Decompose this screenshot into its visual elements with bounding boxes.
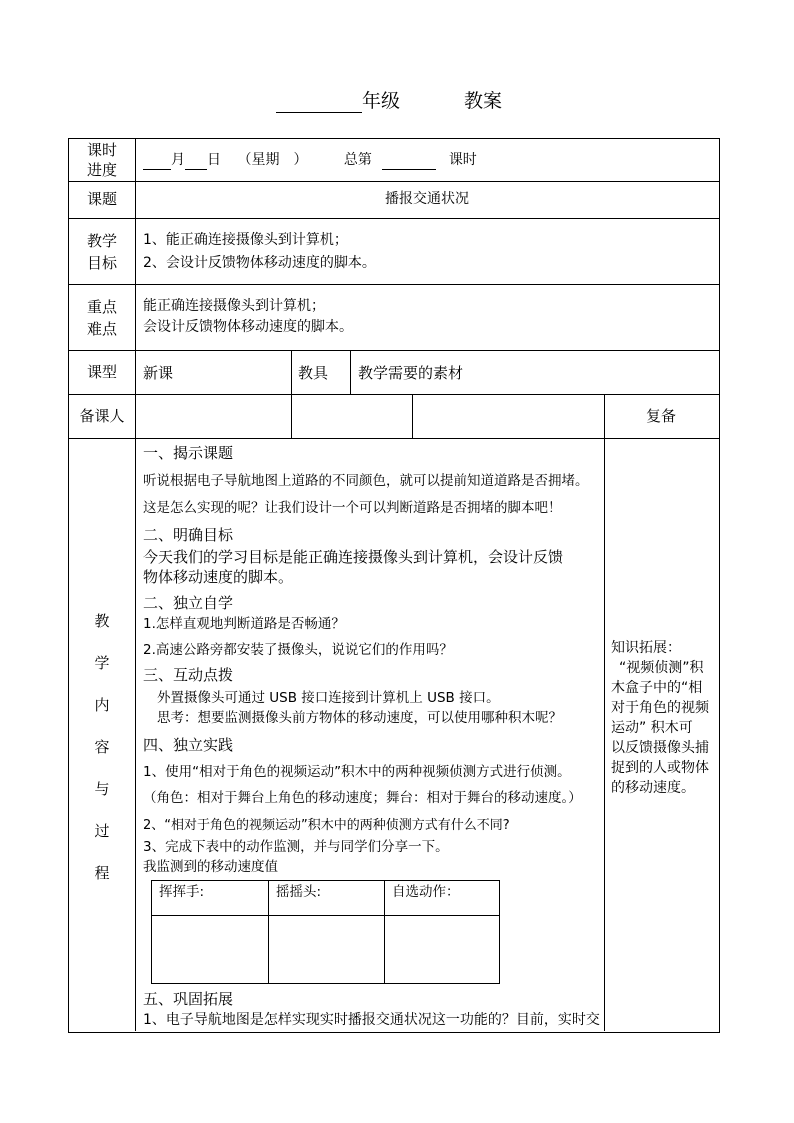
document-title: [276, 86, 502, 113]
objective-item: 1、能正确连接摄像头到计算机；: [143, 232, 348, 248]
paragraph: 今天我们的学习目标是能正确连接摄像头到计算机，会设计反馈: [143, 548, 564, 566]
section-title: 五、巩固拓展: [143, 990, 234, 1008]
paragraph: 我监测到的移动速度值: [143, 859, 278, 875]
col-divider: [412, 394, 413, 438]
section-title: 三、互动点拨: [143, 666, 234, 684]
col-divider: [604, 394, 605, 1031]
row-divider: [68, 438, 719, 439]
paragraph: 听说根据电子导航地图上道路的不同颜色，就可以提前知道道路是否拥堵。: [143, 473, 589, 489]
preparer-label: 备课人: [79, 407, 125, 425]
table-header: 挥挥手:: [159, 884, 205, 900]
keypoints-label: 重点 难点: [86, 298, 117, 338]
paragraph: 外置摄像头可通过 USB 接口连接到计算机上 USB 接口。: [157, 690, 500, 706]
lesson-type-value: 新课: [143, 364, 174, 382]
sidebar-line: 木盒子中的“相: [611, 680, 703, 696]
row-divider: [68, 284, 719, 285]
sidebar-line: “视频侦测”积: [619, 660, 704, 676]
day-blank[interactable]: [185, 155, 207, 170]
paragraph: 2、“相对于角色的视频运动”积木中的两种侦测方式有什么不同?: [143, 818, 510, 833]
doc-type: 教案: [464, 90, 503, 112]
question: 1.怎样直观地判断道路是否畅通？: [143, 616, 345, 632]
tools-label: 教具: [298, 364, 329, 382]
col-divider: [291, 350, 292, 438]
shake-head-cell[interactable]: [269, 916, 384, 982]
paragraph: （角色：相对于舞台上角色的移动速度；舞台：相对于舞台的移动速度。）: [143, 790, 582, 806]
section-title: 四、独立实践: [143, 736, 234, 754]
col-divider: [350, 350, 351, 394]
keypoint-item: 能正确连接摄像头到计算机；: [143, 298, 325, 314]
section-title: 一、揭示课题: [143, 444, 234, 462]
paragraph: 1、电子导航地图是怎样实现实时播报交通状况这一功能的？目前，实时交: [143, 1012, 600, 1028]
progress-row: [143, 151, 477, 170]
keypoint-item: 会设计反馈物体移动速度的脚本。: [143, 319, 353, 335]
sidebar-line: 的移动速度。: [611, 780, 695, 796]
total-suffix: 课时: [448, 152, 477, 168]
sidebar-line: 对于角色的视频: [611, 700, 709, 716]
knowledge-extension: [611, 638, 715, 798]
lesson-type-label: 课型: [86, 363, 117, 381]
review-label: 复备: [646, 407, 677, 425]
paragraph: 物体移动速度的脚本。: [143, 568, 294, 586]
paragraph: 这是怎么实现的呢？让我们设计一个可以判断道路是否拥堵的脚本吧！: [143, 500, 562, 516]
row-divider: [68, 350, 719, 351]
row-divider: [68, 218, 719, 219]
paragraph: 3、完成下表中的动作监测，并与同学们分享一下。: [143, 839, 449, 855]
custom-action-cell[interactable]: [385, 916, 498, 982]
month-label: 月: [171, 152, 185, 168]
wave-hand-cell[interactable]: [152, 916, 268, 982]
topic-label: 课题: [86, 190, 117, 208]
sidebar-line: 运动” 积木可: [611, 720, 693, 736]
section-title: 二、明确目标: [143, 526, 234, 544]
topic-value: 播报交通状况: [385, 191, 469, 207]
sidebar-title: 知识拓展：: [611, 640, 681, 656]
row-divider: [68, 394, 719, 395]
objectives-label: 教学 目标: [86, 232, 117, 272]
table-header: 摇摇头:: [276, 884, 322, 900]
sidebar-line: 以反馈摄像头捕: [611, 740, 709, 756]
total-blank[interactable]: [382, 155, 436, 170]
paragraph: 1、使用“相对于角色的视频运动”积木中的两种视频侦测方式进行侦测。: [143, 764, 571, 780]
weekday-label: （星期 ）: [237, 152, 308, 168]
table-header: 自选动作：: [392, 884, 460, 900]
paragraph: 思考：想要监测摄像头前方物体的移动速度，可以使用哪种积木呢？: [157, 710, 562, 726]
section-title: 二、独立自学: [143, 594, 234, 612]
row-divider: [68, 181, 719, 182]
label-column-divider: [135, 138, 136, 1031]
objective-item: 2、会设计反馈物体移动速度的脚本。: [143, 255, 376, 271]
month-blank[interactable]: [143, 155, 171, 170]
process-label: 教 学 内 容 与 过 程: [94, 612, 110, 882]
grade-suffix: 年级: [362, 90, 401, 112]
progress-label: 课时 进度: [86, 141, 117, 179]
tools-value: 教学需要的素材: [358, 364, 464, 382]
sidebar-line: 捉到的人或物体: [611, 760, 709, 776]
day-label: 日: [207, 152, 221, 168]
question: 2.高速公路旁都安装了摄像头，说说它们的作用吗？: [143, 642, 453, 658]
grade-blank[interactable]: [276, 92, 362, 113]
total-prefix: 总第: [343, 152, 372, 168]
